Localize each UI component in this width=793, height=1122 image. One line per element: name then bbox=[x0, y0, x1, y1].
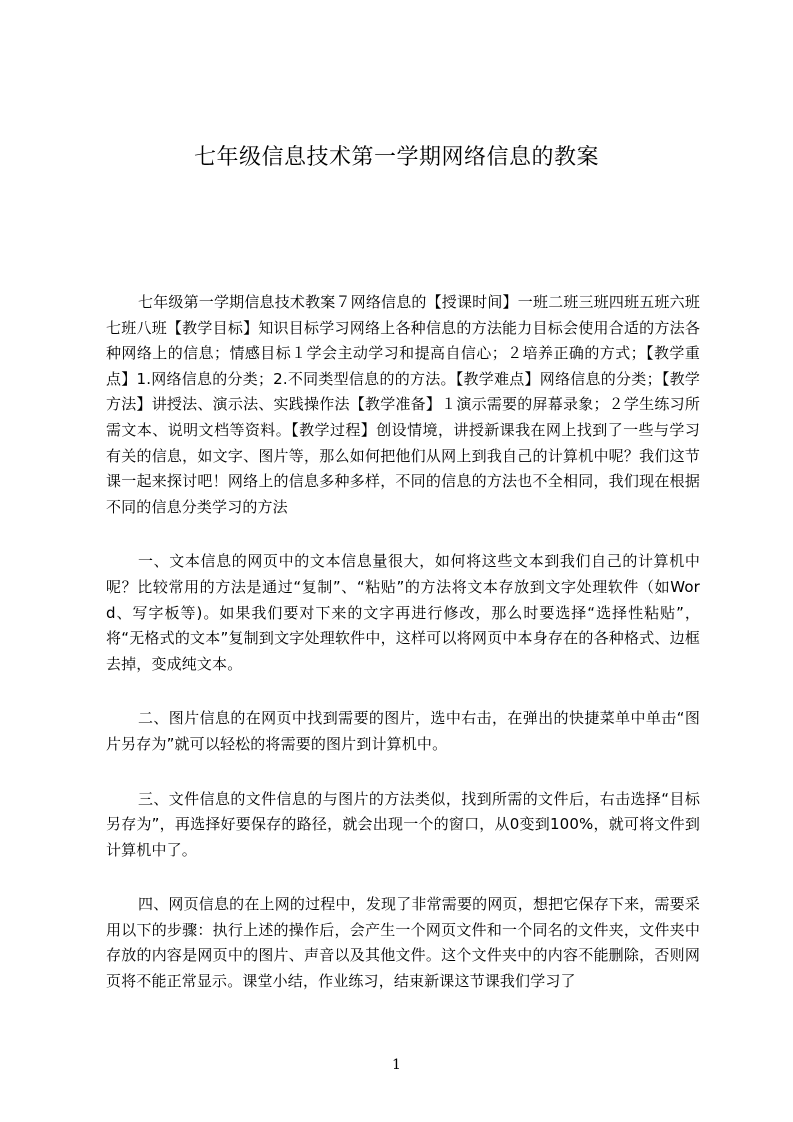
page-number: 1 bbox=[392, 1057, 401, 1073]
document-body bbox=[106, 290, 700, 1024]
paragraph-file-info: 三、文件信息的文件信息的与图片的方法类似，找到所需的文件后，右击选择“目标另存为”，再选择好要保存的路径，就会出现一个的窗口，从0变到100%，就可将文件到计算机中了。 bbox=[106, 789, 700, 859]
paragraph-intro: 七年级第一学期信息技术教案７网络信息的【授课时间】一班二班三班四班五班六班七班八班【教学目标】知识目标学习网络上各种信息的方法能力目标会使用合适的方法各种网络上的信息；情感目标１学会主动学习和提高自信心；２培养正确的方式；【教学重点】1.网络信息的分类；2.不同类型信息的的方法。【教学难点】网络信息的分类；【教学方法】讲授法、演示法、实践操作法【教学准备】１演示需要的屏幕录象；２学生练习所需文本、说明文档等资料。【教学过程】创设情境，讲授新课我在网上找到了一些与学习有关的信息，如文字、图片等，那么如何把他们从网上到我自己的计算机中呢？我们这节课一起来探讨吧！网络上的信息多种多样，不同的信息的方法也不全相同，我们现在根据不同的信息分类学习的方法 bbox=[106, 293, 700, 516]
paragraph-image-info: 二、图片信息的在网页中找到需要的图片，选中右击，在弹出的快捷菜单中单击“图片另存为”就可以轻松的将需要的图片到计算机中。 bbox=[106, 709, 700, 753]
document-title: 七年级信息技术第一学期网络信息的教案 bbox=[193, 145, 599, 170]
paragraph-text-info: 一、文本信息的网页中的文本信息量很大，如何将这些文本到我们自己的计算机中呢？比较常用的方法是通过“复制”、“粘贴”的方法将文本存放到文字处理软件（如Word、写字板等)。如果我们要对下来的文字再进行修改，那么时要选择“选择性粘贴”，将“无格式的文本”复制到文字处理软件中，这样可以将网页中本身存在的各种格式、边框去掉，变成纯文本。 bbox=[106, 552, 700, 673]
paragraph-webpage-info: 四、网页信息的在上网的过程中，发现了非常需要的网页，想把它保存下来，需要采用以下的步骤：执行上述的操作后，会产生一个网页文件和一个同名的文件夹，文件夹中存放的内容是网页中的图片、声音以及其他文件。这个文件夹中的内容不能删除，否则网页将不能正常显示。课堂小结，作业练习，结束新课这节课我们学习了 bbox=[106, 895, 700, 991]
